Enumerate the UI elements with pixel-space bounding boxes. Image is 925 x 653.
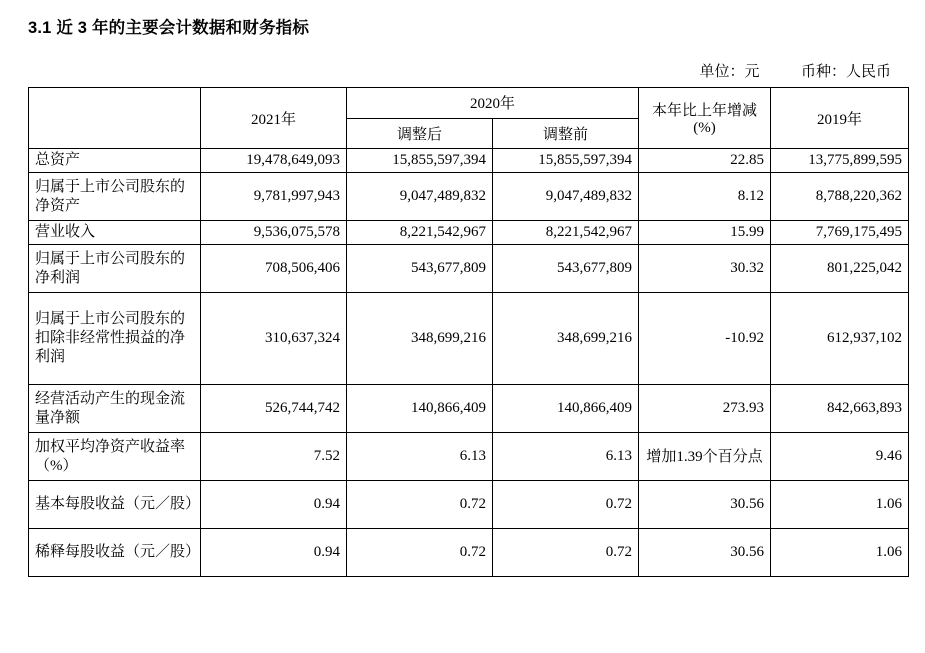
row-label: 归属于上市公司股东的净资产: [29, 173, 201, 221]
cell-adjusted-before: 9,047,489,832: [493, 173, 639, 221]
table-row: [29, 245, 909, 293]
cell-2021: 9,781,997,943: [201, 173, 347, 221]
row-label: 稀释每股收益（元／股）: [29, 529, 201, 577]
row-label: 归属于上市公司股东的净利润: [29, 245, 201, 293]
table-row: [29, 149, 909, 173]
cell-2019: 612,937,102: [771, 293, 909, 385]
cell-2019: 7,769,175,495: [771, 221, 909, 245]
cell-change: 增加1.39个百分点: [639, 433, 771, 481]
row-label: 总资产: [29, 149, 201, 173]
financial-summary-table: [28, 87, 909, 577]
row-label: 经营活动产生的现金流量净额: [29, 385, 201, 433]
cell-change: 22.85: [639, 149, 771, 173]
cell-2021: 0.94: [201, 529, 347, 577]
table-row: [29, 293, 909, 385]
cell-adjusted-before: 0.72: [493, 481, 639, 529]
cell-adjusted-after: 543,677,809: [347, 245, 493, 293]
cell-2021: 708,506,406: [201, 245, 347, 293]
cell-change: -10.92: [639, 293, 771, 385]
cell-adjusted-before: 6.13: [493, 433, 639, 481]
cell-2019: 9.46: [771, 433, 909, 481]
cell-adjusted-after: 6.13: [347, 433, 493, 481]
cell-adjusted-before: 0.72: [493, 529, 639, 577]
cell-adjusted-before: 543,677,809: [493, 245, 639, 293]
table-row: [29, 481, 909, 529]
header-year-2020: 2020年: [347, 88, 639, 119]
cell-2019: 13,775,899,595: [771, 149, 909, 173]
header-adjusted-after: 调整后: [347, 118, 493, 149]
currency-label: 币种：人民币: [800, 64, 891, 80]
header-adjusted-before: 调整前: [493, 118, 639, 149]
unit-label: 单位：元: [699, 64, 760, 80]
cell-2021: 19,478,649,093: [201, 149, 347, 173]
table-row: [29, 221, 909, 245]
cell-adjusted-before: 8,221,542,967: [493, 221, 639, 245]
unit-currency-line: [28, 60, 891, 81]
cell-2021: 0.94: [201, 481, 347, 529]
row-label: 归属于上市公司股东的扣除非经常性损益的净利润: [29, 293, 201, 385]
cell-adjusted-before: 348,699,216: [493, 293, 639, 385]
cell-2019: 1.06: [771, 481, 909, 529]
table-row: [29, 529, 909, 577]
cell-adjusted-after: 0.72: [347, 529, 493, 577]
cell-adjusted-after: 8,221,542,967: [347, 221, 493, 245]
cell-adjusted-after: 348,699,216: [347, 293, 493, 385]
cell-adjusted-after: 15,855,597,394: [347, 149, 493, 173]
cell-change: 30.56: [639, 529, 771, 577]
cell-change: 15.99: [639, 221, 771, 245]
cell-2021: 9,536,075,578: [201, 221, 347, 245]
table-row: [29, 433, 909, 481]
cell-2019: 1.06: [771, 529, 909, 577]
cell-adjusted-after: 0.72: [347, 481, 493, 529]
cell-change: 273.93: [639, 385, 771, 433]
cell-2019: 8,788,220,362: [771, 173, 909, 221]
cell-adjusted-before: 15,855,597,394: [493, 149, 639, 173]
row-label: 加权平均净资产收益率（%）: [29, 433, 201, 481]
header-corner: [29, 88, 201, 149]
row-label: 基本每股收益（元／股）: [29, 481, 201, 529]
cell-change: 8.12: [639, 173, 771, 221]
cell-2019: 801,225,042: [771, 245, 909, 293]
row-label: 营业收入: [29, 221, 201, 245]
cell-adjusted-after: 9,047,489,832: [347, 173, 493, 221]
header-year-2021: 2021年: [201, 88, 347, 149]
header-yoy-change: 本年比上年增减(%): [639, 88, 771, 149]
table-header-row-1: [29, 88, 909, 119]
page-title: 3.1 近 3 年的主要会计数据和财务指标: [28, 19, 310, 37]
cell-change: 30.56: [639, 481, 771, 529]
cell-2021: 526,744,742: [201, 385, 347, 433]
cell-change: 30.32: [639, 245, 771, 293]
table-row: [29, 385, 909, 433]
header-year-2019: 2019年: [771, 88, 909, 149]
cell-2021: 310,637,324: [201, 293, 347, 385]
cell-adjusted-after: 140,866,409: [347, 385, 493, 433]
cell-adjusted-before: 140,866,409: [493, 385, 639, 433]
cell-2021: 7.52: [201, 433, 347, 481]
table-row: [29, 173, 909, 221]
cell-2019: 842,663,893: [771, 385, 909, 433]
